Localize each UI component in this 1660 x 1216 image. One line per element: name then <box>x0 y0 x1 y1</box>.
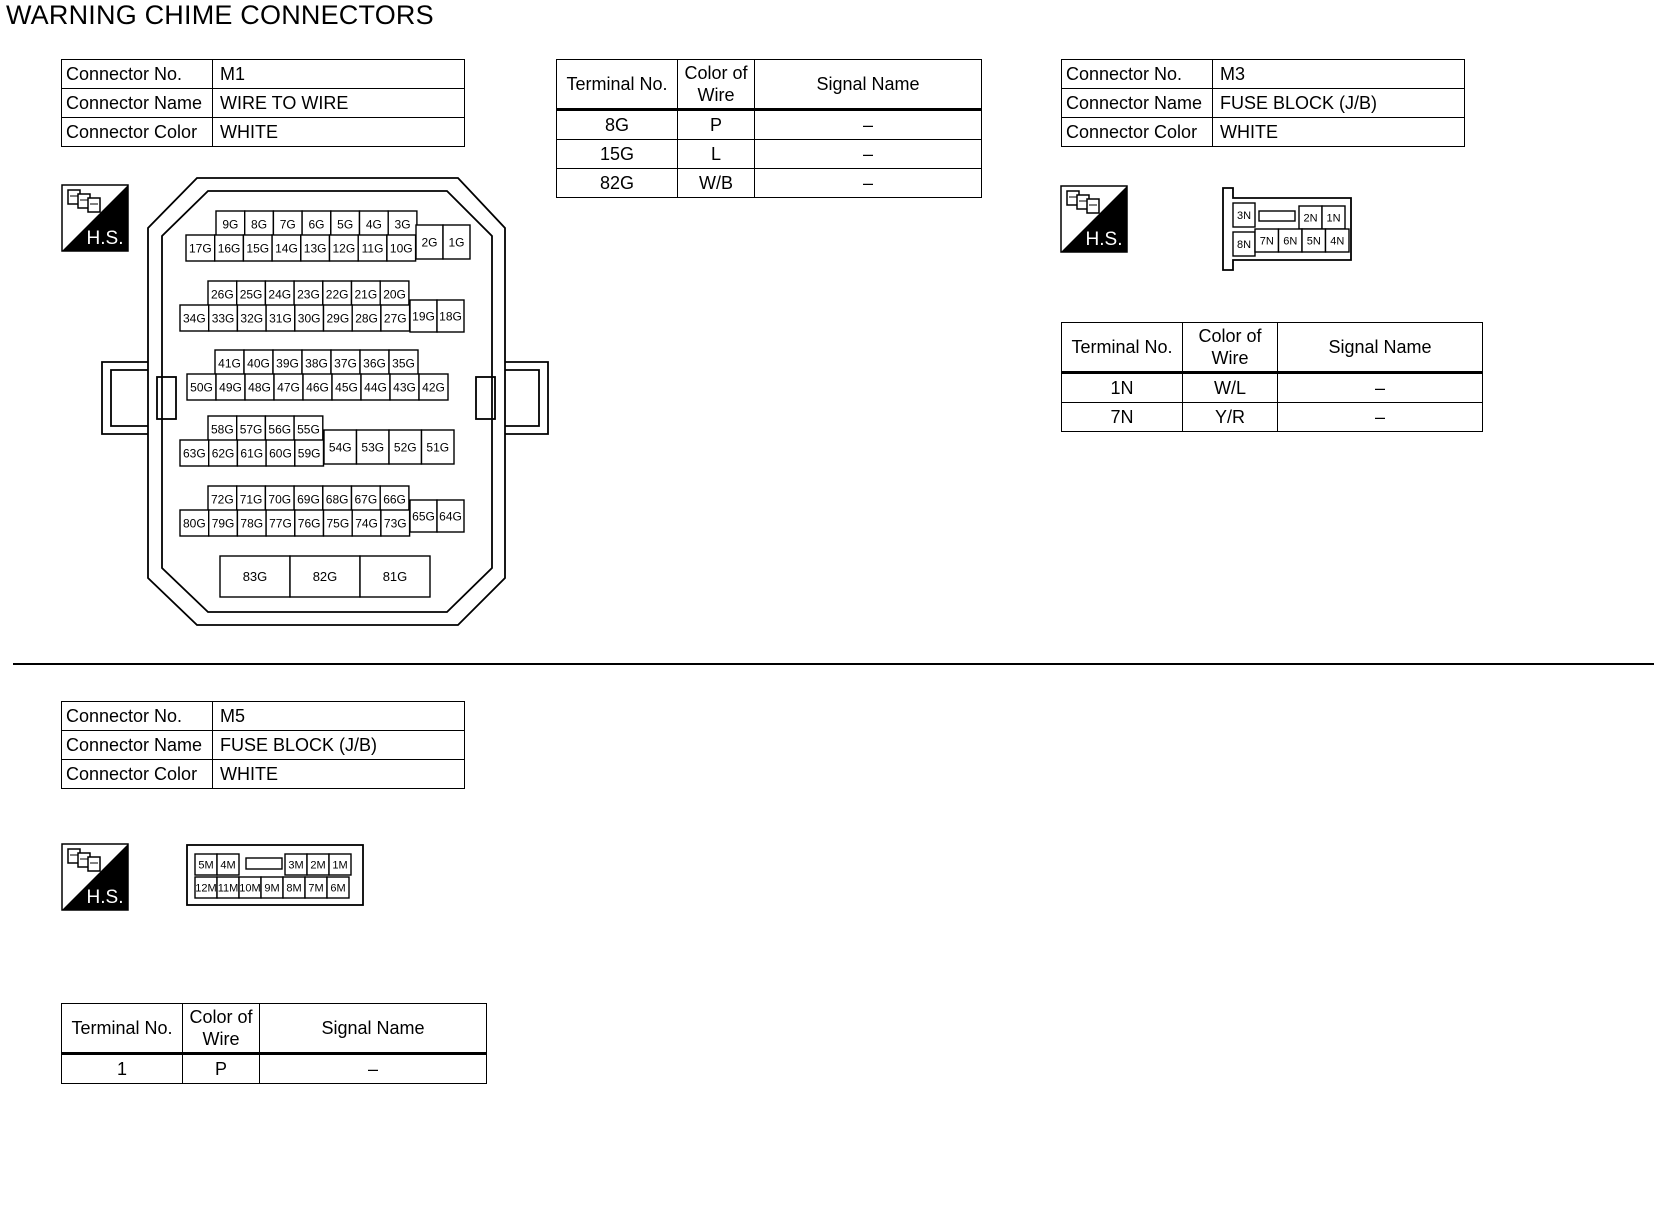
terminal-label: 36G <box>363 356 386 371</box>
terminal-label: 38G <box>305 356 328 371</box>
terminal-label: 30G <box>297 311 321 326</box>
terminal-label: 48G <box>248 380 271 395</box>
terminal-label: 52G <box>393 440 417 455</box>
harness-side-icon <box>1061 186 1127 252</box>
m5-connector-color: WHITE <box>213 760 465 789</box>
harness-side-icon <box>62 844 128 910</box>
terminal-label: 2G <box>421 235 438 250</box>
terminal-label: 10M <box>239 882 261 895</box>
terminal-label: 2M <box>310 859 326 872</box>
terminal-label: 28G <box>355 311 378 326</box>
terminal-label: 29G <box>326 311 350 326</box>
connector-no-label: Connector No. <box>62 60 213 89</box>
terminal-label: 81G <box>382 569 408 585</box>
terminal-label: 11G <box>361 241 384 256</box>
harness-side-icon <box>62 185 128 251</box>
terminal-label: 24G <box>268 287 292 302</box>
terminal-label: 50G <box>190 380 213 395</box>
terminal-label: 13G <box>303 241 327 256</box>
color-of-wire-header: Color of Wire <box>183 1004 260 1054</box>
terminal-label: 17G <box>189 241 212 256</box>
terminal-label: 51G <box>426 440 450 455</box>
connector-no-label: Connector No. <box>1062 60 1213 89</box>
color-of-wire-header: Color of Wire <box>678 60 755 110</box>
terminal-label: 9M <box>264 882 280 895</box>
connector-name-label: Connector Name <box>62 731 213 760</box>
terminal-label: 8M <box>286 882 302 895</box>
m5-connector-no: M5 <box>213 702 465 731</box>
terminal-label: 4G <box>365 217 382 232</box>
terminal-label: 73G <box>383 516 407 531</box>
terminal-label: 69G <box>297 492 320 507</box>
terminal-label: 15G <box>246 241 270 256</box>
terminal-label: 9G <box>222 217 239 232</box>
connector-color-label: Connector Color <box>62 760 213 789</box>
terminal-label: 8G <box>251 217 268 232</box>
terminal-label: 79G <box>211 516 235 531</box>
terminal-label: 11M <box>217 882 239 895</box>
signal-name-header: Signal Name <box>1278 323 1483 373</box>
terminal-label: 41G <box>218 356 241 371</box>
terminal-no-header: Terminal No. <box>557 60 678 110</box>
terminal-label: 57G <box>239 422 263 437</box>
connector-no-label: Connector No. <box>62 702 213 731</box>
terminal-label: 12M <box>195 882 217 895</box>
terminal-label: 67G <box>354 492 378 507</box>
m3-connector-color: WHITE <box>1213 118 1465 147</box>
m1-connector-name: WIRE TO WIRE <box>213 89 465 118</box>
terminal-label: 60G <box>269 446 292 461</box>
m3-connector-no: M3 <box>1213 60 1465 89</box>
m1-connector-color: WHITE <box>213 118 465 147</box>
terminal-label: 3N <box>1236 209 1252 222</box>
terminal-label: 20G <box>383 287 406 302</box>
terminal-label: 2N <box>1303 212 1318 225</box>
terminal-label: 1N <box>1326 212 1341 225</box>
terminal-label: 64G <box>439 509 462 524</box>
terminal-label: 21G <box>354 287 378 302</box>
terminal-label: 53G <box>361 440 385 455</box>
latch-slot <box>246 858 282 869</box>
latch-slot <box>1259 211 1295 221</box>
terminal-label: 40G <box>247 356 270 371</box>
terminal-label: 77G <box>269 516 292 531</box>
terminal-label: 4N <box>1330 235 1345 248</box>
terminal-label: 34G <box>183 311 206 326</box>
terminal-label: 66G <box>383 492 406 507</box>
terminal-label: 3M <box>288 859 304 872</box>
terminal-label: 63G <box>183 446 206 461</box>
terminal-label: 19G <box>412 309 435 324</box>
terminal-label: 43G <box>393 380 416 395</box>
terminal-label: 68G <box>325 492 349 507</box>
terminal-label: 18G <box>439 309 462 324</box>
page-title: WARNING CHIME CONNECTORS <box>6 0 434 30</box>
terminal-label: 62G <box>211 446 235 461</box>
terminal-label: 7M <box>308 882 324 895</box>
terminal-label: 55G <box>297 422 320 437</box>
table-row: 7N Y/R – <box>1062 403 1483 432</box>
terminal-label: 10G <box>389 241 413 256</box>
terminal-label: 82G <box>312 569 338 585</box>
svg-text:H.S.: H.S. <box>1085 229 1123 250</box>
terminal-label: 54G <box>328 440 352 455</box>
terminal-label: 7N <box>1259 235 1274 248</box>
connector-color-label: Connector Color <box>1062 118 1213 147</box>
signal-name-header: Signal Name <box>755 60 982 110</box>
terminal-label: 5G <box>337 217 354 232</box>
terminal-no-header: Terminal No. <box>1062 323 1183 373</box>
terminal-label: 12G <box>332 241 356 256</box>
terminal-label: 61G <box>240 446 264 461</box>
terminal-label: 75G <box>326 516 350 531</box>
terminal-label: 5M <box>198 859 214 872</box>
m5-connector-name: FUSE BLOCK (J/B) <box>213 731 465 760</box>
m3-terminal-cavities <box>1233 203 1349 256</box>
table-row: 1 P – <box>62 1054 487 1084</box>
terminal-label: 44G <box>364 380 387 395</box>
terminal-label: 23G <box>297 287 320 302</box>
m5-terminal-cavities <box>195 854 351 898</box>
terminal-label: 49G <box>219 380 242 395</box>
table-row: 82G W/B – <box>557 169 982 198</box>
terminal-label: 35G <box>392 356 415 371</box>
terminal-label: 45G <box>335 380 358 395</box>
terminal-label: 71G <box>239 492 263 507</box>
terminal-label: 22G <box>325 287 349 302</box>
signal-name-header: Signal Name <box>260 1004 487 1054</box>
terminal-label: 70G <box>268 492 292 507</box>
terminal-label: 25G <box>239 287 263 302</box>
terminal-label: 3G <box>394 217 411 232</box>
terminal-label: 5N <box>1306 235 1321 248</box>
terminal-no-header: Terminal No. <box>62 1004 183 1054</box>
terminal-label: 7G <box>279 217 296 232</box>
terminal-label: 65G <box>412 509 435 524</box>
terminal-label: 47G <box>277 380 300 395</box>
terminal-label: 39G <box>276 356 299 371</box>
m1-terminal-cavities <box>180 211 470 597</box>
m1-connector-no: M1 <box>213 60 465 89</box>
terminal-label: 1G <box>448 235 465 250</box>
terminal-label: 33G <box>211 311 235 326</box>
terminal-label: 6G <box>308 217 325 232</box>
svg-text:H.S.: H.S. <box>86 228 124 249</box>
table-row: 1N W/L – <box>1062 373 1483 403</box>
terminal-label: 4M <box>220 859 236 872</box>
terminal-label: 8N <box>1236 238 1252 251</box>
terminal-label: 37G <box>334 356 357 371</box>
terminal-label: 83G <box>242 569 268 585</box>
terminal-label: 78G <box>240 516 264 531</box>
terminal-label: 74G <box>355 516 378 531</box>
terminal-label: 76G <box>297 516 321 531</box>
terminal-label: 56G <box>268 422 292 437</box>
terminal-label: 1M <box>332 859 348 872</box>
terminal-label: 16G <box>217 241 241 256</box>
terminal-label: 6M <box>330 882 346 895</box>
table-row: 8G P – <box>557 110 982 140</box>
color-of-wire-header: Color of Wire <box>1183 323 1278 373</box>
terminal-label: 59G <box>297 446 321 461</box>
terminal-label: 26G <box>211 287 234 302</box>
terminal-label: 32G <box>240 311 264 326</box>
terminal-label: 6N <box>1283 235 1298 248</box>
connector-name-label: Connector Name <box>62 89 213 118</box>
terminal-label: 14G <box>275 241 298 256</box>
svg-text:H.S.: H.S. <box>86 887 124 908</box>
terminal-label: 72G <box>211 492 234 507</box>
terminal-label: 42G <box>422 380 445 395</box>
terminal-label: 80G <box>183 516 206 531</box>
terminal-label: 31G <box>269 311 292 326</box>
table-row: 15G L – <box>557 140 982 169</box>
connector-color-label: Connector Color <box>62 118 213 147</box>
terminal-label: 27G <box>383 311 407 326</box>
m3-connector-name: FUSE BLOCK (J/B) <box>1213 89 1465 118</box>
terminal-label: 46G <box>306 380 329 395</box>
connector-name-label: Connector Name <box>1062 89 1213 118</box>
terminal-label: 58G <box>211 422 234 437</box>
